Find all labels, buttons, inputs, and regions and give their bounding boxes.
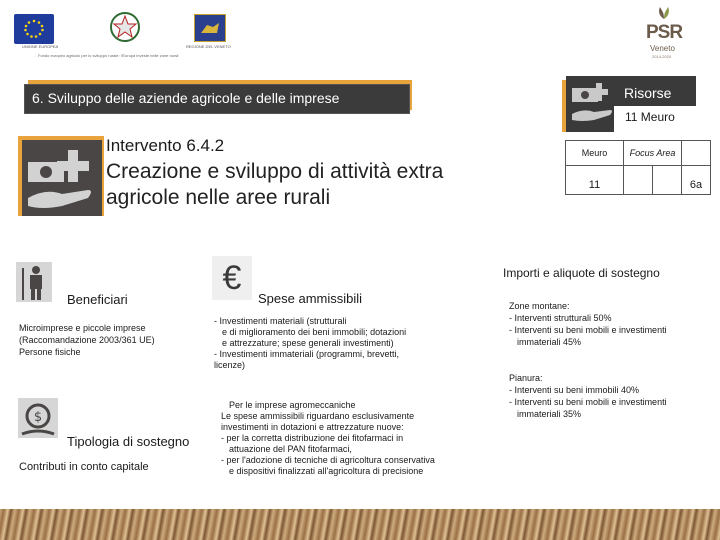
pianura-line: immateriali 35% (517, 409, 582, 419)
section-title: 6. Sviluppo delle aziende agricole e delle imprese (32, 90, 340, 106)
agromecc-line: Le spese ammissibili riguardano esclusivamente (221, 411, 415, 421)
agromecc-line: investimenti in dotazioni e attrezzature nuove: (221, 422, 404, 432)
agromecc-line: e dispositivi finalizzati all'agricoltura di precisione (229, 466, 424, 476)
beneficiari-text (19, 322, 199, 358)
table-header-focus: Focus Area (624, 141, 682, 166)
beneficiari-title: Beneficiari (67, 292, 128, 307)
header-tagline: Fondo europeo agricolo per lo sviluppo rurale: l'Europa investe nelle zone rurali (38, 53, 179, 58)
psr-logo-text: PSR (646, 22, 683, 43)
veneto-region-logo (194, 14, 226, 42)
eu-stars-icon (14, 14, 54, 44)
veneto-caption: REGIONE DEL VENETO (186, 44, 231, 49)
spese-line: - Investimenti immateriali (programmi, brevetti, (214, 349, 400, 359)
importi-title: Importi e aliquote di sostegno (503, 266, 660, 280)
spese-line: e attrezzature; spese generali investimenti) (222, 338, 394, 348)
euro-icon: € (212, 256, 252, 300)
table-value-meuro: 11 (566, 166, 624, 195)
intervento-icon-tile (22, 140, 102, 216)
spese-text (214, 316, 469, 371)
pianura-line: - Interventi su beni immobili 40% (509, 385, 640, 395)
agromecc-line: attuazione del PAN fitofarmaci, (229, 444, 352, 454)
spese-line: licenze) (214, 360, 246, 370)
agromeccaniche-text (221, 400, 489, 477)
svg-text:$: $ (33, 410, 43, 425)
spese-title: Spese ammissibili (258, 291, 363, 306)
investment-hand-icon (22, 140, 102, 216)
spese-line: - Investimenti materiali (strutturali (214, 316, 347, 326)
tipologia-text: Contributi in conto capitale (19, 461, 149, 473)
montane-line: - Interventi strutturali 50% (509, 313, 612, 323)
table-header-meuro: Meuro (566, 141, 624, 166)
funding-table (565, 140, 711, 195)
beneficiari-line: (Raccomandazione 2003/361 UE) (19, 335, 155, 345)
eu-caption: UNIONE EUROPEA (22, 44, 59, 49)
tipologia-title: Tipologia di sostegno (67, 434, 190, 449)
pianura-line: Pianura: (509, 373, 543, 383)
investment-hand-icon (570, 80, 616, 128)
beneficiari-line: Microimprese e piccole imprese (19, 323, 146, 333)
montane-text (509, 300, 714, 348)
agromecc-line: Per le imprese agromeccaniche (229, 400, 356, 410)
montane-line: - Interventi su beni mobili e investimenti (509, 325, 667, 335)
agromecc-line: - per la corretta distribuzione dei fitofarmaci in (221, 433, 404, 443)
pianura-line: - Interventi su beni mobili e investimenti (509, 397, 667, 407)
italian-republic-emblem-icon (108, 10, 142, 44)
farmer-icon (16, 262, 52, 302)
psr-region-text: Veneto (650, 44, 675, 53)
risorse-label: Risorse (624, 85, 672, 101)
psr-years-text: 2014-2020 (652, 54, 672, 59)
wheat-footer-image (0, 509, 720, 540)
table-cell-empty (624, 166, 653, 195)
table-cell-empty (653, 166, 682, 195)
psr-leaf-icon (656, 6, 672, 20)
montane-line: Zone montane: (509, 301, 570, 311)
eu-flag-logo (14, 14, 54, 44)
risorse-value: 11 Meuro (625, 110, 675, 124)
beneficiari-line: Persone fisiche (19, 347, 81, 357)
spese-line: e di miglioramento dei beni immobili; dotazioni (222, 327, 407, 337)
agromecc-line: - per l'adozione di tecniche di agricoltura conservativa (221, 455, 435, 465)
table-header-empty (682, 141, 711, 166)
intervento-title: Creazione e sviluppo di attività extra agricole nelle aree rurali (106, 160, 444, 209)
pianura-text (509, 372, 714, 420)
table-value-focus: 6a (682, 166, 711, 195)
montane-line: immateriali 45% (517, 337, 582, 347)
intervento-label: Intervento 6.4.2 (106, 136, 225, 155)
support-type-icon (18, 398, 58, 438)
